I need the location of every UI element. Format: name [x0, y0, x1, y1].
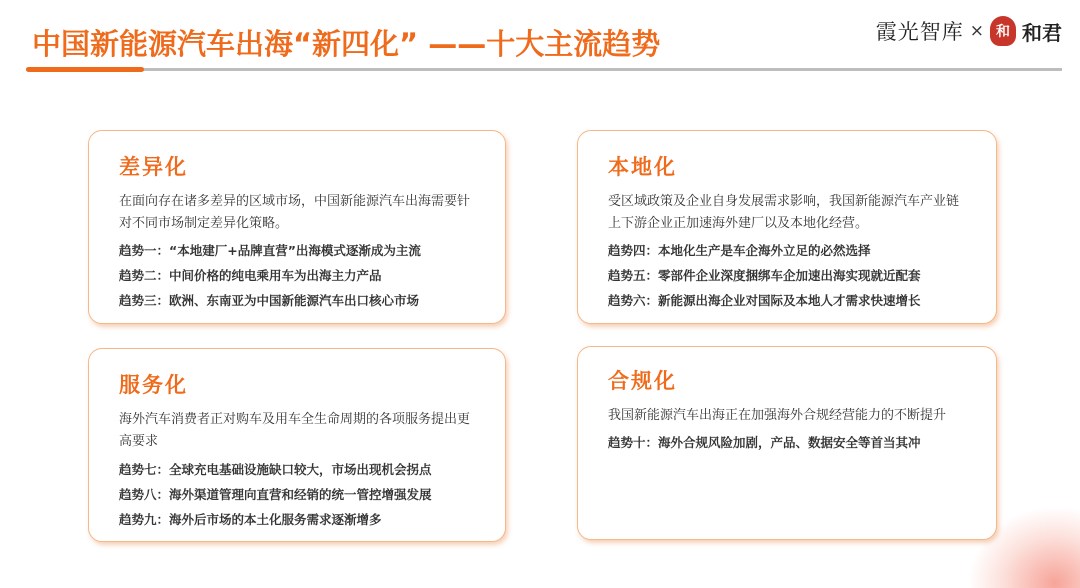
trend-item: 趋势四：本地化生产是车企海外立足的必然选择 [608, 243, 871, 258]
card-compliance [577, 346, 997, 540]
trend-item: 趋势六：新能源出海企业对国际及本地人才需求快速增长 [608, 293, 921, 308]
trend-item: 趋势七：全球充电基础设施缺口较大，市场出现机会拐点 [119, 462, 432, 477]
trend-item: 趋势二：中间价格的纯电乘用车为出海主力产品 [119, 268, 382, 283]
partner-logo: 和君 [1022, 20, 1062, 45]
card-heading: 服务化 [119, 373, 188, 397]
trend-item: 趋势九：海外后市场的本土化服务需求逐渐增多 [119, 512, 382, 527]
seal-logo-icon: 和 [990, 16, 1016, 46]
card-heading: 本地化 [608, 155, 677, 179]
trend-item: 趋势八：海外渠道管理向直营和经销的统一管控增强发展 [119, 487, 432, 502]
card-description: 我国新能源汽车出海正在加强海外合规经营能力的不断提升 [608, 408, 947, 423]
title-accent-bar [26, 67, 144, 72]
decorative-corner-glow [970, 508, 1080, 588]
title-divider [26, 68, 1062, 71]
brand-separator: × [969, 21, 984, 41]
trend-item: 趋势十：海外合规风险加剧，产品、数据安全等首当其冲 [608, 435, 921, 450]
card-servitization [88, 348, 506, 542]
card-heading: 差异化 [119, 155, 188, 179]
trend-item: 趋势三：欧洲、东南亚为中国新能源汽车出口核心市场 [119, 293, 420, 308]
card-differentiation [88, 130, 506, 324]
card-description: 在面向存在诸多差异的区域市场，中国新能源汽车出海需要针对不同市场制定差异化策略。 [119, 194, 471, 231]
card-description: 海外汽车消费者正对购车及用车全生命周期的各项服务提出更高要求 [119, 412, 471, 449]
trend-item: 趋势五：零部件企业深度捆绑车企加速出海实现就近配套 [608, 268, 921, 283]
trend-item: 趋势一：“本地建厂+品牌直营”出海模式逐渐成为主流 [119, 243, 421, 258]
brand-logos [876, 16, 1062, 46]
brand-name: 霞光智库 [875, 20, 964, 44]
card-heading: 合规化 [608, 369, 677, 393]
card-description: 受区域政策及企业自身发展需求影响，我国新能源汽车产业链上下游企业正加速海外建厂以及本地化经营。 [608, 194, 960, 231]
card-localization [577, 130, 997, 324]
page-title: 中国新能源汽车出海“新四化” ——十大主流趋势 [32, 27, 661, 61]
